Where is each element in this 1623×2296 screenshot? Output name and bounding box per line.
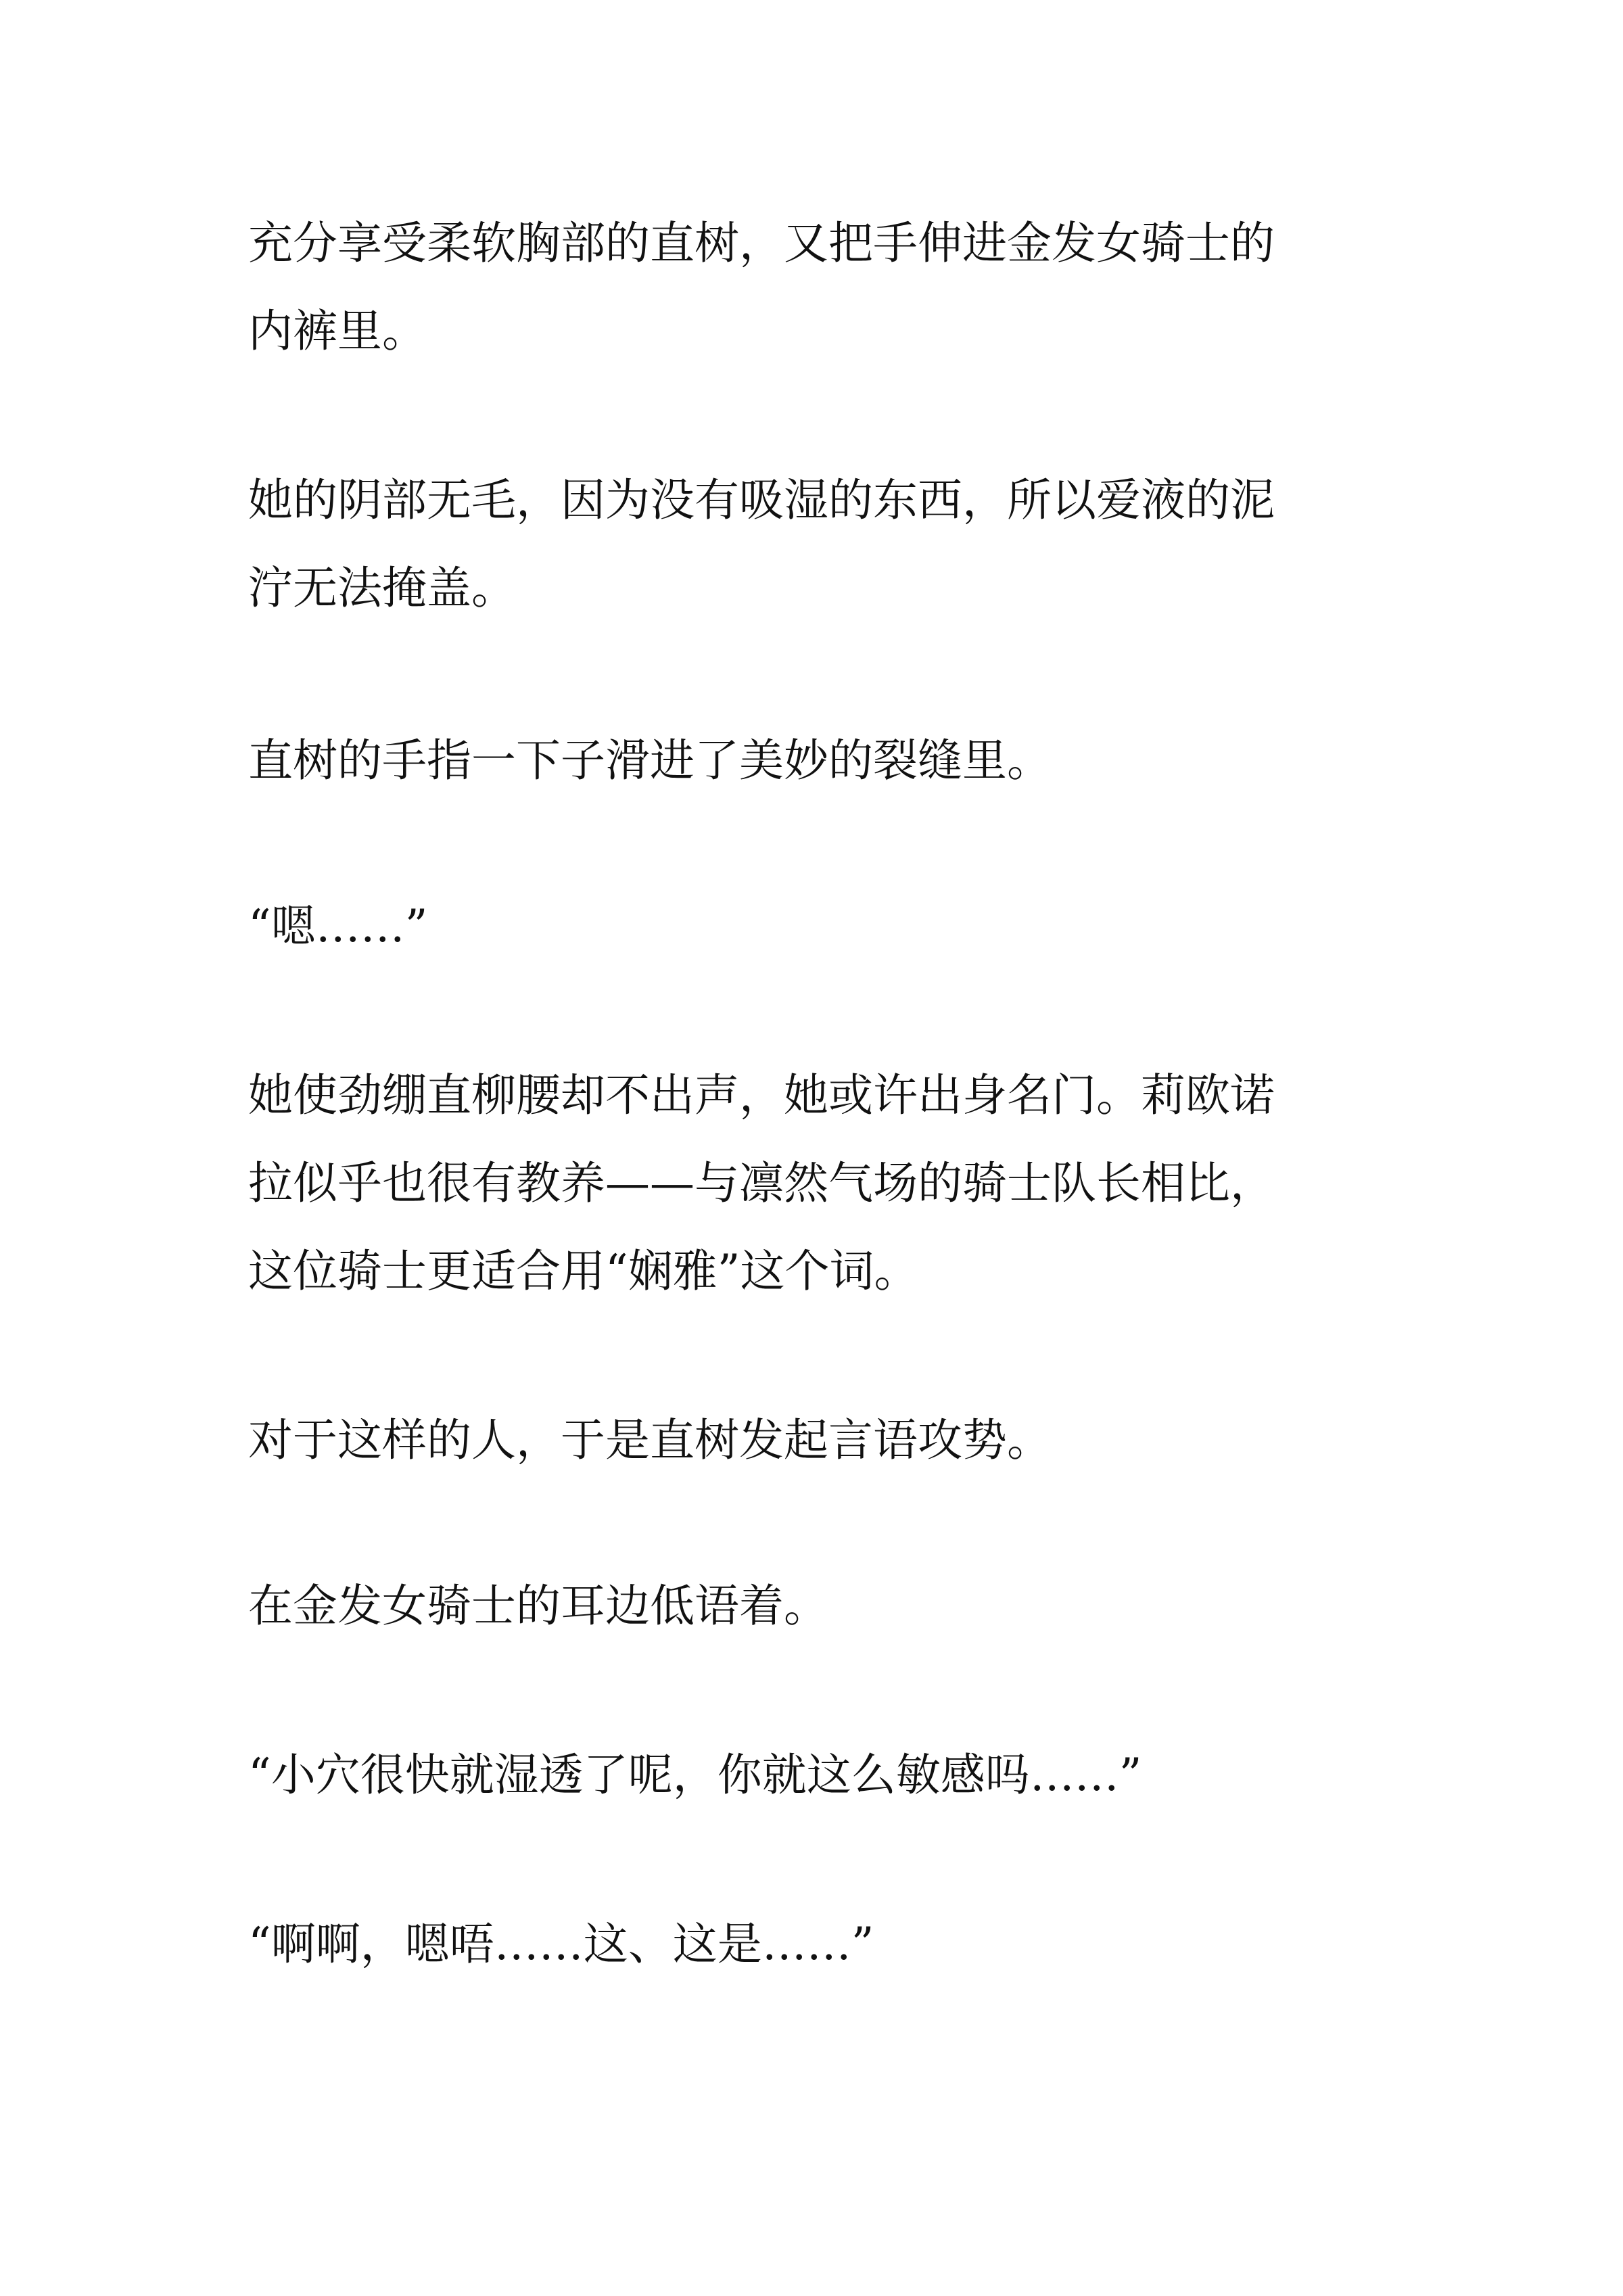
paragraph-5: 她使劲绷直柳腰却不出声，她或许出身名门。莉欧诺 拉似乎也很有教养——与凛然气场的骑士队长相比， 这位骑士更适合用“娴雅”这个词。	[248, 1069, 1275, 1297]
paragraph-7: 在金发女骑士的耳边低语着。	[248, 1580, 828, 1632]
paragraph-2: 她的阴部无毛，因为没有吸湿的东西，所以爱液的泥 泞无法掩盖。	[248, 474, 1275, 614]
paragraph-3: 直树的手指一下子滑进了美妙的裂缝里。	[248, 734, 1052, 787]
paragraph-4: “嗯……”	[248, 900, 428, 952]
paragraph-8: “小穴很快就湿透了呢，你就这么敏感吗……”	[248, 1749, 1142, 1801]
paragraph-1: 充分享受柔软胸部的直树，又把手伸进金发女骑士的 内裤里。	[248, 217, 1275, 357]
paragraph-6: 对于这样的人，于是直树发起言语攻势。	[248, 1414, 1052, 1466]
paragraph-9: “啊啊，嗯唔……这、这是……”	[248, 1918, 874, 1970]
